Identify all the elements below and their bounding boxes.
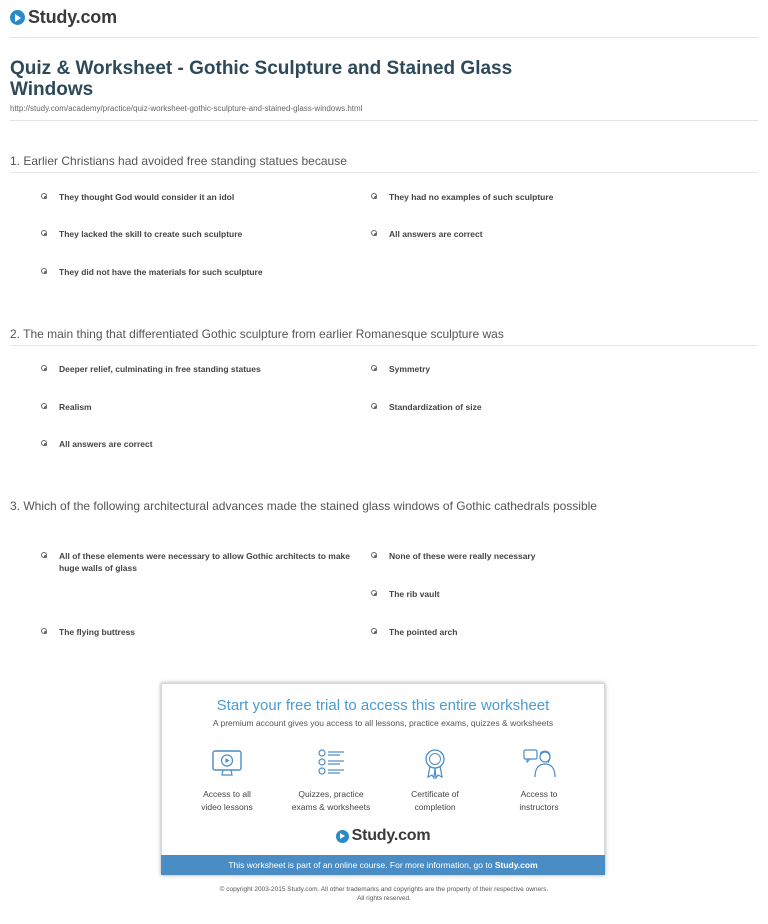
radio-icon[interactable]	[371, 552, 377, 558]
answer-option[interactable]	[41, 401, 331, 413]
answer-label: They thought God would consider it an idol	[59, 192, 235, 202]
play-logo-icon	[10, 10, 25, 25]
feature-label: completion	[414, 802, 456, 812]
question-3: 3. Which of the following architectural advances made the stained glass windows of Gothic cathedrals possible	[10, 499, 597, 513]
copyright-footer	[0, 886, 768, 903]
logo-text: Study.com	[28, 7, 117, 27]
promo-study-logo[interactable]	[162, 827, 604, 845]
radio-icon[interactable]	[371, 230, 377, 236]
title-divider	[10, 120, 758, 121]
question-divider	[10, 345, 758, 346]
feature-label: Access to	[520, 789, 558, 799]
radio-icon[interactable]	[371, 590, 377, 596]
answer-label: The pointed arch	[389, 627, 458, 637]
question-divider	[10, 172, 758, 173]
answer-label: They had no examples of such sculpture	[389, 192, 554, 202]
instructor-icon	[522, 746, 556, 780]
answer-option[interactable]	[41, 438, 331, 450]
radio-icon[interactable]	[371, 365, 377, 371]
radio-icon[interactable]	[41, 365, 47, 371]
banner-link[interactable]: Study.com	[494, 860, 538, 870]
promo-subhead: A premium account gives you access to all lessons, practice exams, quizzes & worksheets	[212, 718, 554, 728]
rights-line: All rights reserved.	[357, 894, 411, 902]
answer-label: They did not have the materials for such sculpture	[59, 267, 263, 277]
video-lesson-icon	[210, 746, 244, 780]
answer-label: All of these elements were necessary to allow Gothic architects to make huge walls of glass	[59, 551, 350, 573]
answer-label: The rib vault	[389, 589, 440, 599]
answer-option[interactable]	[371, 588, 671, 600]
radio-icon[interactable]	[41, 193, 47, 199]
promo-headline[interactable]: Start your free trial to access this entire worksheet	[216, 697, 550, 714]
radio-icon[interactable]	[41, 440, 47, 446]
premium-promo	[161, 683, 605, 875]
radio-icon[interactable]	[371, 193, 377, 199]
radio-icon[interactable]	[41, 230, 47, 236]
banner-text: This worksheet is part of an online course. For more information, go to	[228, 860, 495, 870]
answer-option[interactable]	[41, 228, 331, 240]
answer-option[interactable]	[41, 266, 331, 278]
answer-label: They lacked the skill to create such sculpture	[59, 229, 243, 239]
answer-option[interactable]	[41, 363, 331, 375]
question-1: 1. Earlier Christians had avoided free standing statues because	[10, 154, 347, 168]
study-logo[interactable]	[10, 7, 117, 28]
answer-label: The flying buttress	[59, 627, 136, 637]
page-url: http://study.com/academy/practice/quiz-worksheet-gothic-sculpture-and-stained-glass-windows.html	[10, 104, 363, 113]
answer-label: Standardization of size	[389, 402, 482, 412]
answer-option[interactable]	[371, 401, 671, 413]
answer-label: None of these were really necessary	[389, 551, 536, 561]
radio-icon[interactable]	[41, 403, 47, 409]
page-title: Quiz & Worksheet - Gothic Sculpture and Stained Glass Windows	[10, 58, 513, 100]
feature-quizzes	[281, 746, 381, 814]
feature-video-lessons	[177, 746, 277, 814]
feature-label: Certificate of	[411, 789, 459, 799]
radio-icon[interactable]	[41, 268, 47, 274]
promo-banner	[161, 855, 605, 875]
answer-label: All answers are correct	[389, 229, 483, 239]
radio-icon[interactable]	[371, 403, 377, 409]
quiz-list-icon	[314, 746, 348, 780]
answer-label: All answers are correct	[59, 439, 153, 449]
header-divider	[10, 37, 758, 38]
play-logo-icon	[336, 830, 349, 843]
answer-option[interactable]	[371, 626, 671, 638]
answer-option[interactable]	[371, 228, 671, 240]
answer-option[interactable]	[41, 191, 331, 203]
question-2: 2. The main thing that differentiated Gothic sculpture from earlier Romanesque sculpture was	[10, 327, 504, 341]
radio-icon[interactable]	[41, 552, 47, 558]
radio-icon[interactable]	[41, 628, 47, 634]
answer-option[interactable]	[371, 191, 671, 203]
answer-option[interactable]	[371, 550, 671, 562]
feature-label: video lessons	[201, 802, 253, 812]
answer-label: Realism	[59, 402, 92, 412]
radio-icon[interactable]	[371, 628, 377, 634]
logo-text: Study.com	[351, 827, 431, 844]
feature-label: exams & worksheets	[291, 802, 371, 812]
certificate-icon	[418, 746, 452, 780]
feature-label: Quizzes, practice	[298, 789, 364, 799]
feature-certificate	[385, 746, 485, 814]
answer-option[interactable]	[371, 363, 671, 375]
feature-label: Access to all	[203, 789, 251, 799]
copyright-line: © copyright 2003-2015 Study.com. All other trademarks and copyrights are the property of their respective owners.	[219, 886, 549, 893]
feature-label: instructors	[519, 802, 559, 812]
answer-option[interactable]	[41, 626, 331, 638]
feature-instructors	[489, 746, 589, 814]
answer-label: Symmetry	[389, 364, 431, 374]
answer-option[interactable]	[41, 550, 351, 574]
answer-label: Deeper relief, culminating in free standing statues	[59, 364, 261, 374]
